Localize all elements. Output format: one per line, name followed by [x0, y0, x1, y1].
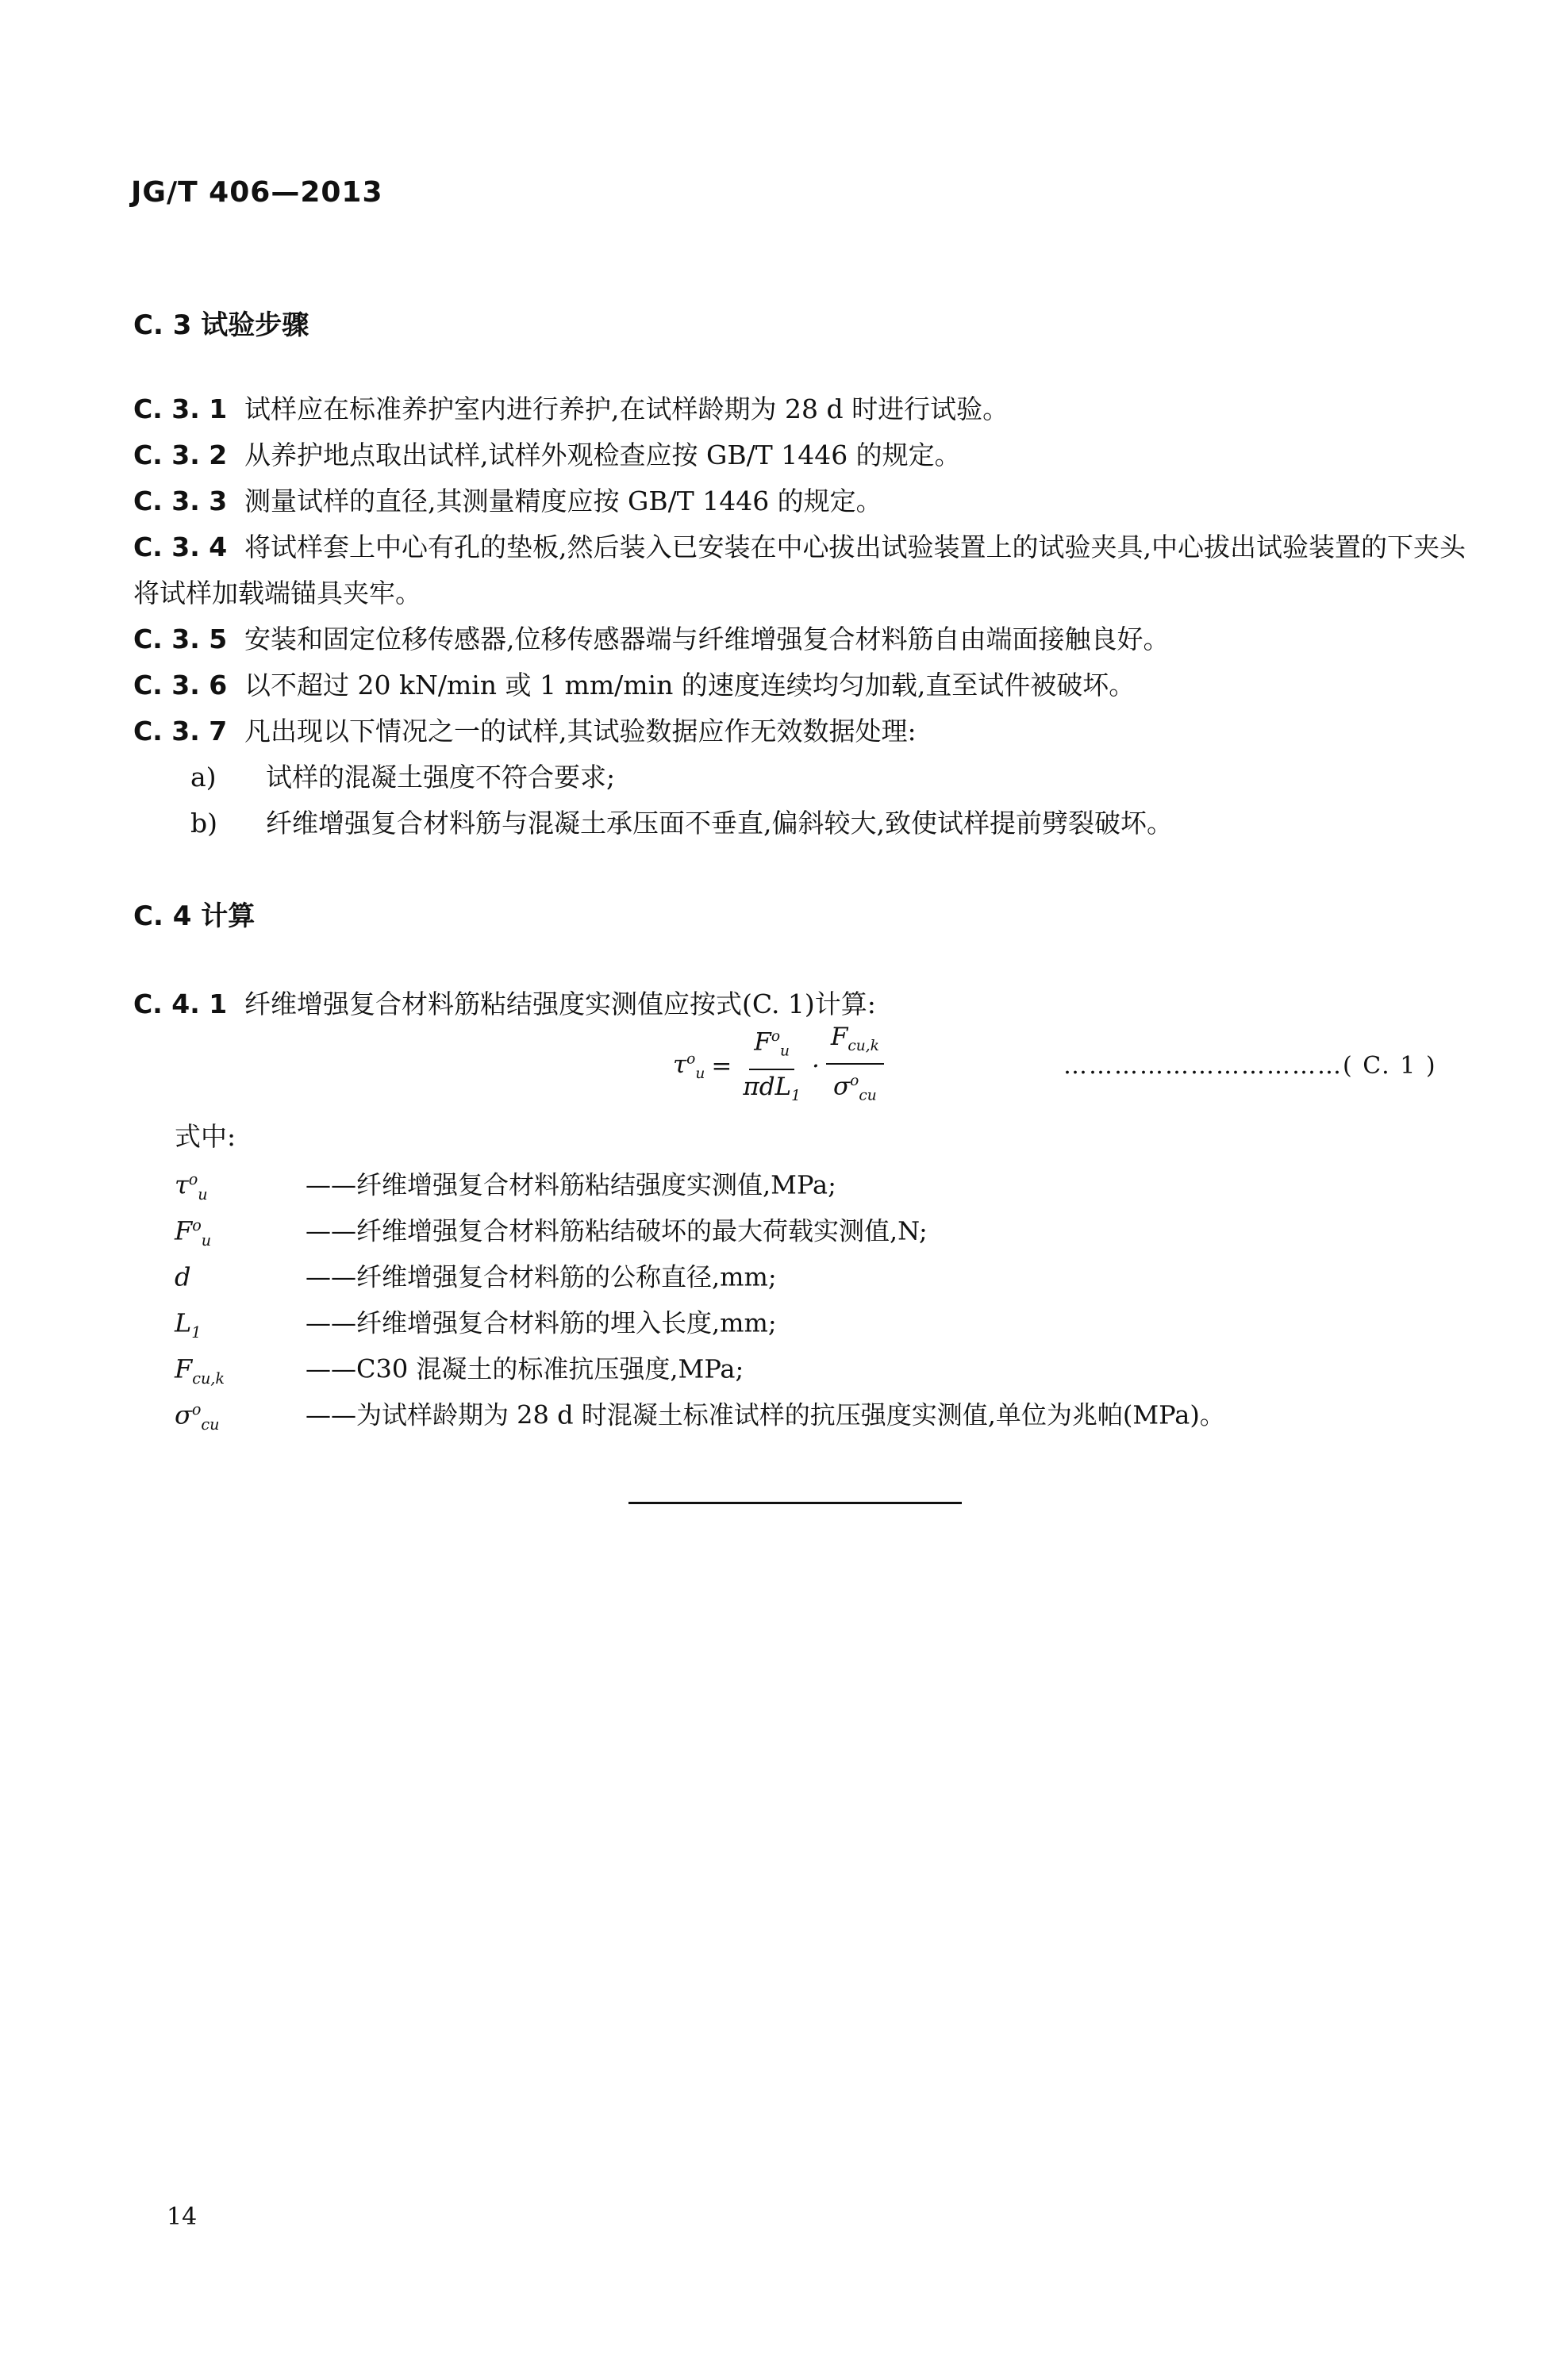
step-number: C. 3. 7	[133, 716, 228, 747]
symbol: $L_1$	[175, 1307, 202, 1342]
multiply-dot: ·	[811, 1052, 820, 1081]
step-number: C. 3. 2	[133, 440, 228, 470]
symbol: $\tau^o_u$	[175, 1169, 208, 1204]
step-text: 从养护地点取出试样,试样外观检查应按 GB/T 1446 的规定。	[244, 440, 961, 470]
fraction-1: $\frac{F^o_u}{\pi dL_1}$	[738, 1022, 805, 1111]
symbol: $F_{cu,k}$	[175, 1353, 225, 1388]
section-heading-c4: C. 4 计算	[133, 900, 256, 932]
clause-c4-1	[133, 981, 876, 1027]
step-number: C. 3. 6	[133, 670, 228, 701]
step-c3-2	[133, 432, 961, 478]
symbol-description: ——纤维增强复合材料筋粘结强度实测值,MPa;	[306, 1169, 836, 1200]
symbol-def-row	[175, 1388, 1225, 1446]
step-text: 凡出现以下情况之一的试样,其试验数据应作无效数据处理:	[244, 716, 917, 747]
step-c3-4	[133, 524, 1466, 616]
equals-sign: =	[711, 1052, 732, 1081]
step-c3-7	[133, 708, 917, 754]
sub-item-b	[190, 800, 1173, 846]
step-number: C. 3. 4	[133, 532, 228, 562]
step-number: C. 3. 3	[133, 486, 228, 516]
step-text: 测量试样的直径,其测量精度应按 GB/T 1446 的规定。	[244, 486, 882, 516]
standard-code: JG/T 406—2013	[131, 176, 383, 209]
symbol-description: ——C30 混凝土的标准抗压强度,MPa;	[306, 1353, 744, 1384]
step-text: 以不超过 20 kN/min 或 1 mm/min 的速度连续均匀加载,直至试件被破坏。	[244, 670, 1136, 701]
step-c3-6	[133, 662, 1135, 708]
where-label: 式中:	[175, 1121, 236, 1152]
symbol-description: ——纤维增强复合材料筋的埋入长度,mm;	[306, 1307, 777, 1338]
end-of-document-rule	[628, 1502, 962, 1504]
equation-reference: ……………………………( C. 1 )	[1063, 1052, 1437, 1080]
formula-lhs: $\tau^o_u$	[673, 1050, 705, 1083]
step-c3-3	[133, 478, 882, 524]
sub-item-label: a)	[190, 762, 217, 793]
symbol: $\sigma^o_{cu}$	[175, 1399, 220, 1434]
clause-number: C. 4. 1	[133, 988, 228, 1019]
page-number: 14	[167, 2203, 198, 2231]
symbol: $F^o_u$	[175, 1215, 212, 1250]
section-heading-c3: C. 3 试验步骤	[133, 309, 309, 341]
fraction-2: $\frac{F_{cu,k}}{\sigma^o_{cu}}$	[826, 1022, 884, 1111]
sub-item-text: 试样的混凝土强度不符合要求;	[266, 762, 616, 793]
step-c3-1	[133, 386, 1009, 432]
step-text: 安装和固定位移传感器,位移传感器端与纤维增强复合材料筋自由端面接触良好。	[244, 624, 1170, 654]
step-text: 试样应在标准养护室内进行养护,在试样龄期为 28 d 时进行试验。	[244, 393, 1009, 424]
step-text: 将试样套上中心有孔的垫板,然后装入已安装在中心拔出试验装置上的试验夹具,中心拔出试验装置的下夹头将试样加载端锚具夹牢。	[133, 532, 1466, 608]
formula-c1	[673, 1022, 884, 1111]
symbol-description: ——纤维增强复合材料筋的公称直径,mm;	[306, 1261, 777, 1292]
step-c3-5	[133, 616, 1170, 662]
clause-text: 纤维增强复合材料筋粘结强度实测值应按式(C. 1)计算:	[244, 988, 876, 1019]
sub-item-text: 纤维增强复合材料筋与混凝土承压面不垂直,偏斜较大,致使试样提前劈裂破坏。	[266, 808, 1173, 839]
symbol-description: ——为试样龄期为 28 d 时混凝土标准试样的抗压强度实测值,单位为兆帕(MPa)。	[306, 1399, 1225, 1430]
symbol-description: ——纤维增强复合材料筋粘结破坏的最大荷载实测值,N;	[306, 1215, 928, 1246]
symbol: d	[175, 1261, 191, 1292]
sub-item-a	[190, 754, 615, 800]
sub-item-label: b)	[190, 808, 217, 839]
step-number: C. 3. 1	[133, 393, 228, 424]
step-number: C. 3. 5	[133, 624, 228, 654]
